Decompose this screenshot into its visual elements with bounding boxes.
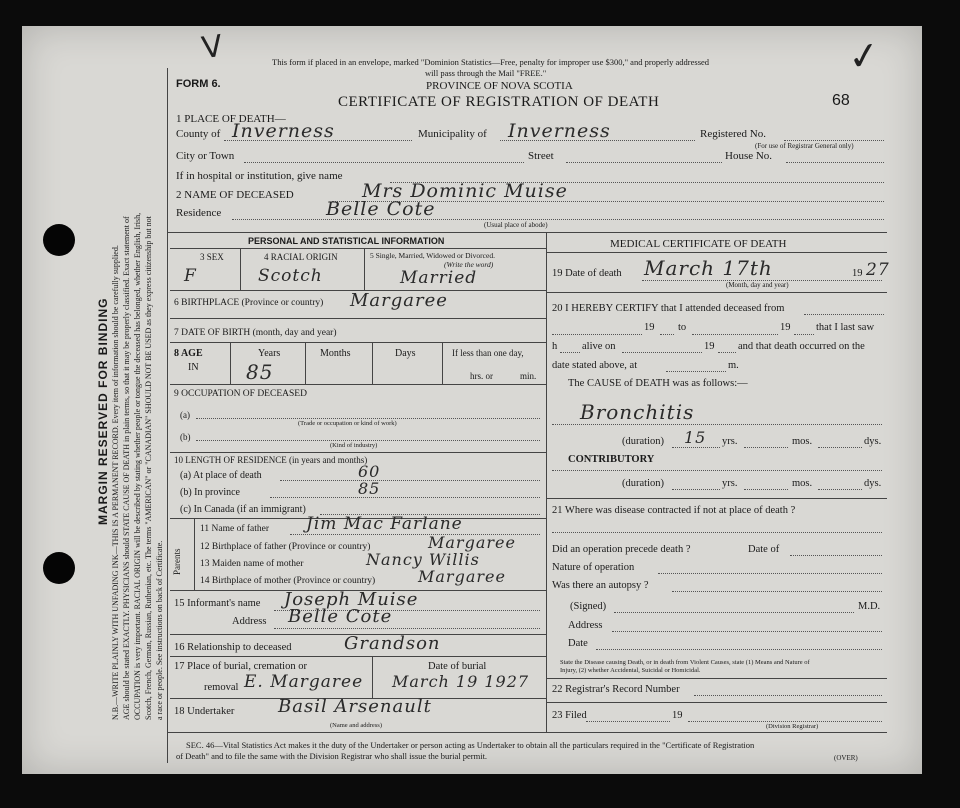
duration-dys-2: dys. xyxy=(864,478,882,489)
hospital-label: If in hospital or institution, give name xyxy=(176,170,343,182)
disease-contracted-label: 21 Where was disease contracted if not at place of death ? xyxy=(552,505,796,516)
margin-reserved-label: MARGIN RESERVED FOR BINDING xyxy=(96,297,110,525)
column-divider xyxy=(546,232,547,732)
sex-value: F xyxy=(184,266,197,286)
informant-address-value: Belle Cote xyxy=(288,606,393,627)
municipality-label: Municipality of xyxy=(418,128,487,140)
residence-value: Belle Cote xyxy=(326,198,436,220)
duration-label-2: (duration) xyxy=(622,478,664,489)
burial-place-label: 17 Place of burial, cremation or xyxy=(174,661,307,672)
relationship-value: Grandson xyxy=(344,633,441,654)
mother-birthplace-label: 14 Birthplace of mother (Province or country) xyxy=(200,576,376,586)
relationship-label: 16 Relationship to deceased xyxy=(174,642,292,653)
form-left-border xyxy=(167,68,168,763)
registrar-only-note: (For use of Registrar General only) xyxy=(755,142,854,150)
occupation-a-note: (Trade or occupation or kind of work) xyxy=(298,420,397,427)
min-label: min. xyxy=(520,371,537,381)
certify-19a: 19 xyxy=(644,322,655,333)
certify-19b: 19 xyxy=(780,322,791,333)
footer-over: (OVER) xyxy=(834,754,858,762)
deceased-name-label: 2 NAME OF DECEASED xyxy=(176,189,294,201)
undertaker-note: (Name and address) xyxy=(330,722,382,729)
undertaker-label: 18 Undertaker xyxy=(174,706,235,717)
occupation-a: (a) xyxy=(180,410,190,420)
disease-note-line-2: Injury, (2) whether Accidental, Suicidal or Homicidal. xyxy=(560,667,701,674)
sex-label: 3 SEX xyxy=(200,252,224,262)
physician-date-label: Date xyxy=(568,638,588,649)
informant-address-label: Address xyxy=(232,616,267,627)
racial-origin-value: Scotch xyxy=(258,266,323,286)
division-registrar-note: (Division Registrar) xyxy=(766,723,819,730)
date-of-death-note: (Month, day and year) xyxy=(726,281,789,289)
certificate-title: CERTIFICATE OF REGISTRATION OF DEATH xyxy=(338,94,660,110)
informant-value: Joseph Muise xyxy=(284,589,419,610)
residence-label: Residence xyxy=(176,207,222,219)
operation-date-label: Date of xyxy=(748,544,780,555)
mother-name-value: Nancy Willis xyxy=(366,550,480,569)
footer-sec-46-line-1: SEC. 46—Vital Statistics Act makes it the duty of the Undertaker or person acting as Undertaker to obtain all the particulars required in the "Certificate of Registration xyxy=(186,740,755,750)
deceased-name-value: Mrs Dominic Muise xyxy=(362,180,568,202)
mother-birthplace-value: Margaree xyxy=(418,567,506,586)
margin-note-1: N.B.—WRITE PLAINLY WITH UNFADING INK—THIS IS A PERMANENT RECORD. Every item of information should be carefully supplied. xyxy=(111,245,120,720)
personal-info-heading: PERSONAL AND STATISTICAL INFORMATION xyxy=(248,236,445,246)
cause-of-death-label: The CAUSE of DEATH was as follows:— xyxy=(568,378,748,389)
duration-label-1: (duration) xyxy=(622,436,664,447)
burial-date-value: March 19 1927 xyxy=(392,672,530,691)
undertaker-value: Basil Arsenault xyxy=(278,696,432,717)
registered-no-label: Registered No. xyxy=(700,128,766,140)
residence-a-value: 60 xyxy=(358,462,381,481)
certificate-number: 68 xyxy=(832,92,850,109)
burial-date-label: Date of burial xyxy=(428,661,487,672)
father-birthplace-label: 12 Birthplace of father (Province or country) xyxy=(200,542,371,552)
margin-note-5: a race or people. See instructions on back of Certificate. xyxy=(155,540,164,720)
binding-hole-bottom xyxy=(43,552,75,584)
duration-yrs-1: yrs. xyxy=(722,436,738,447)
years-label: Years xyxy=(258,348,281,359)
duration-dys-1: dys. xyxy=(864,436,882,447)
duration-yrs-2: yrs. xyxy=(722,478,738,489)
certify-19c: 19 xyxy=(704,341,715,352)
parents-label: Parents xyxy=(172,548,182,575)
filed-19: 19 xyxy=(672,710,683,721)
residence-a-label: (a) At place of death xyxy=(180,470,262,481)
operation-nature-label: Nature of operation xyxy=(552,562,635,573)
years-value: 85 xyxy=(246,360,274,384)
age-in-label: IN xyxy=(188,362,199,373)
father-name-label: 11 Name of father xyxy=(200,524,270,534)
margin-note-4: Scotch, French, German, Russian, Ruthenian, etc. The terms "AMERICAN" or "CANADIAN" SHOULD NOT BE USED as they express citizenship but not xyxy=(144,216,153,720)
birthplace-value: Margaree xyxy=(350,290,448,311)
father-birthplace-value: Margaree xyxy=(428,533,516,552)
removal-value: E. Margaree xyxy=(244,672,364,692)
footer-sec-46-line-2: of Death" and to file the same with the Division Registrar who shall issue the burial permit. xyxy=(176,751,488,761)
days-label: Days xyxy=(395,348,416,359)
house-no-label: House No. xyxy=(725,150,773,162)
mail-notice-line-2: will pass through the Mail "FREE." xyxy=(425,68,547,78)
signed-label: (Signed) xyxy=(570,601,607,612)
md-label: M.D. xyxy=(858,601,881,612)
less-than-day-label: If less than one day, xyxy=(452,348,524,358)
city-label: City or Town xyxy=(176,150,235,162)
duration-mos-2: mos. xyxy=(792,478,813,489)
registrar-record-label: 22 Registrar's Record Number xyxy=(552,684,680,695)
residence-c-label: (c) In Canada (if an immigrant) xyxy=(180,504,306,515)
certify-last-saw: that I last saw xyxy=(816,322,875,333)
length-of-residence-heading: 10 LENGTH OF RESIDENCE (in years and months) xyxy=(174,455,368,465)
mother-name-label: 13 Maiden name of mother xyxy=(200,559,304,569)
mail-notice-line-1: This form if placed in an envelope, marked "Dominion Statistics—Free, penalty for improper use $300," and properly addressed xyxy=(272,57,710,67)
informant-label: 15 Informant's name xyxy=(174,598,261,609)
certify-m: m. xyxy=(728,360,739,371)
usual-abode-note: (Usual place of abode) xyxy=(484,221,548,229)
place-of-death-heading: 1 PLACE OF DEATH— xyxy=(176,113,286,125)
physician-address-label: Address xyxy=(568,620,603,631)
binding-hole-top xyxy=(43,224,75,256)
occupation-heading: 9 OCCUPATION OF DECEASED xyxy=(174,389,307,399)
date-of-death-label: 19 Date of death xyxy=(552,268,622,279)
racial-origin-label: 4 RACIAL ORIGIN xyxy=(264,252,338,262)
birthplace-label: 6 BIRTHPLACE (Province or country) xyxy=(174,298,324,308)
death-year-value: 27 xyxy=(866,260,890,280)
date-of-death-value: March 17th xyxy=(644,256,773,280)
certify-death-occurred: and that death occurred on the xyxy=(738,341,865,352)
cause-of-death-value: Bronchitis xyxy=(580,400,695,424)
check-mark-right: ✓ xyxy=(845,31,883,81)
county-label: County of xyxy=(176,128,221,140)
residence-b-label: (b) In province xyxy=(180,487,240,498)
municipality-value: Inverness xyxy=(508,120,611,142)
certify-alive-on: alive on xyxy=(582,341,616,352)
death-year-prefix: 19 xyxy=(852,268,863,279)
county-value: Inverness xyxy=(232,120,335,142)
province-heading: PROVINCE OF NOVA SCOTIA xyxy=(426,80,573,92)
age-label: 8 AGE xyxy=(174,348,203,359)
street-label: Street xyxy=(528,150,554,162)
certify-to: to xyxy=(678,322,687,333)
medical-heading: MEDICAL CERTIFICATE OF DEATH xyxy=(610,238,787,250)
disease-note-line-1: State the Disease causing Death, or in death from Violent Causes, state (1) Means and Nature of xyxy=(560,659,810,666)
operation-label: Did an operation precede death ? xyxy=(552,544,691,555)
certify-date-stated: date stated above, at xyxy=(552,360,638,371)
check-mark-left: V xyxy=(199,28,225,67)
duration-mos-1: mos. xyxy=(792,436,813,447)
autopsy-label: Was there an autopsy ? xyxy=(552,580,649,591)
certify-h: h xyxy=(552,341,558,352)
occupation-b-note: (Kind of industry) xyxy=(330,442,378,449)
marital-status-note: (Write the word) xyxy=(444,260,494,269)
date-of-birth-label: 7 DATE OF BIRTH (month, day and year) xyxy=(174,328,337,338)
months-label: Months xyxy=(320,348,351,359)
margin-note-3: OCCUPATION is very important. RACIAL ORIGIN will be described by stating whether people or tongue the deceased has belonged, whether English, Irish, xyxy=(133,212,142,720)
removal-label: removal xyxy=(204,682,239,693)
certify-line-1: 20 I HEREBY CERTIFY that I attended deceased from xyxy=(552,303,785,314)
contributory-label: CONTRIBUTORY xyxy=(568,454,655,465)
margin-note-2: AGE should be stated EXACTLY. PHYSICIANS should STATE CAUSE OF DEATH in plain terms, so that it may be properly classified. Exact statement of xyxy=(122,216,131,720)
occupation-b: (b) xyxy=(180,432,191,442)
hrs-label: hrs. or xyxy=(470,371,493,381)
marital-status-value: Married xyxy=(400,268,478,288)
form-number: FORM 6. xyxy=(176,78,221,90)
duration-value-1: 15 xyxy=(684,428,707,447)
residence-b-value: 85 xyxy=(358,479,381,498)
father-name-value: Jim Mac Farlane xyxy=(306,514,463,534)
filed-label: 23 Filed xyxy=(552,710,587,721)
marital-status-label: 5 Single, Married, Widowed or Divorced. xyxy=(370,251,495,260)
